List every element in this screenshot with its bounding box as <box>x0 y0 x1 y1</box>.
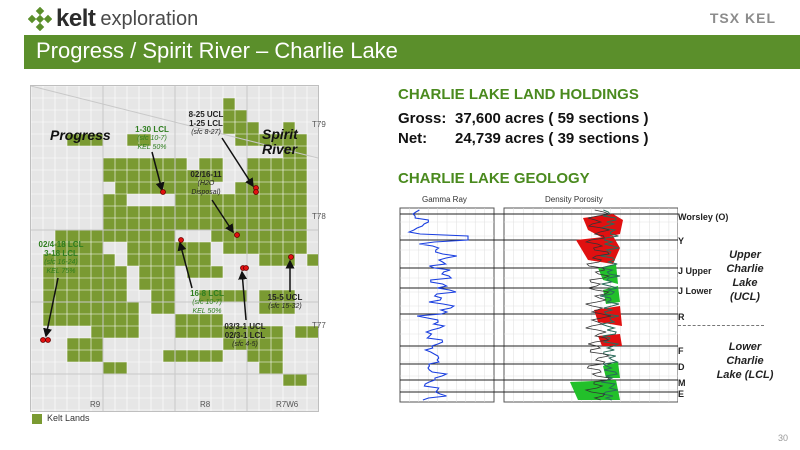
porosity-fill <box>570 380 620 400</box>
legend-swatch <box>32 414 42 424</box>
well-label-8-25: 8-25 UCL 1-25 LCL (sfc 8-27) <box>188 110 224 136</box>
zone-label: Worsley (O) <box>678 212 729 222</box>
lower-charlie-lake-label: Lower Charlie Lake (LCL) <box>716 341 774 381</box>
well-label-02-4-18: 02/4-18 LCL 3-18 LCL (sfc 16-24) KEL 75% <box>38 240 84 275</box>
gross-value: 37,600 acres ( 59 sections ) <box>455 110 649 127</box>
township-label: T78 <box>312 212 326 221</box>
holdings-heading: CHARLIE LAKE LAND HOLDINGS <box>398 86 639 103</box>
legend-label: Kelt Lands <box>47 413 90 423</box>
zone-label: J Lower <box>678 286 713 296</box>
region-spirit-river: Spirit River <box>262 126 298 157</box>
net-value: 24,739 acres ( 39 sections ) <box>455 130 649 147</box>
geology-heading: CHARLIE LAKE GEOLOGY <box>398 170 590 187</box>
well-label-02-16-11: 02/16-11 (H2O Disposal) <box>190 170 222 196</box>
township-label: T77 <box>312 321 326 330</box>
zone-label: E <box>678 389 685 399</box>
density-porosity-track <box>504 208 678 402</box>
logo-subtitle: exploration <box>100 7 199 30</box>
logo-name: kelt <box>56 5 96 32</box>
range-label: R7W6 <box>276 400 299 409</box>
well-log <box>398 206 678 404</box>
well-label-03-3-1: 03/3-1 UCL 02/3-1 LCL (sfc 4-5) <box>224 322 266 348</box>
zone-label: F <box>678 346 684 356</box>
gross-label: Gross: <box>398 110 447 127</box>
gamma-ray-label: Gamma Ray <box>422 195 467 204</box>
zone-label: Y <box>678 236 685 246</box>
upper-charlie-lake-label: Upper Charlie Lake (UCL) <box>726 249 764 303</box>
region-progress: Progress <box>50 127 111 143</box>
zone-label: D <box>678 362 685 372</box>
net-label: Net: <box>398 130 428 147</box>
range-label: R8 <box>200 400 211 409</box>
exchange-ticker: TSX KEL <box>709 10 776 26</box>
zone-label: R <box>678 312 685 322</box>
zone-label: M <box>678 378 686 388</box>
well-label-16-8: 16-8 LCL (sfc 10-7) KEL 50% <box>190 289 224 315</box>
township-label: T79 <box>312 120 326 129</box>
range-label: R9 <box>90 400 101 409</box>
well-label-1-30: 1-30 LCL (sfc 10-7) KEL 50% <box>135 125 169 151</box>
ucl-lcl-divider <box>678 325 764 326</box>
slide-title: Progress / Spirit River – Charlie Lake <box>36 38 398 63</box>
well-label-15-5: 15-5 UCL (sfc 15-32) <box>267 293 303 310</box>
zone-label: J Upper <box>678 266 712 276</box>
page-number: 30 <box>777 433 788 443</box>
density-porosity-label: Density Porosity <box>545 195 603 204</box>
